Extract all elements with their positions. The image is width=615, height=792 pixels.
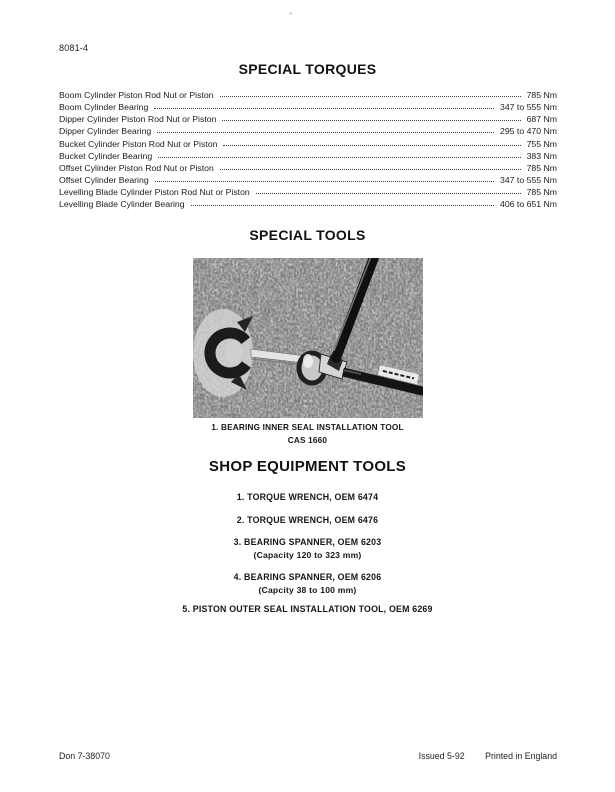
torque-label: Offset Cylinder Piston Rod Nut or Piston (59, 162, 214, 173)
torque-row (59, 89, 557, 101)
dotted-leader (256, 193, 521, 194)
special-torques-heading: SPECIAL TORQUES (238, 61, 377, 77)
shop-equipment-heading: SHOP EQUIPMENT TOOLS (208, 458, 407, 475)
figure-caption-line2: CAS 1660 (287, 436, 328, 445)
list-item: 5. PISTON OUTER SEAL INSTALLATION TOOL, OEM 6269 (182, 604, 433, 614)
torque-row (59, 186, 557, 198)
torque-label: Dipper Cylinder Piston Rod Nut or Piston (59, 114, 217, 125)
list-item: 4. BEARING SPANNER, OEM 6206 (233, 572, 382, 582)
dotted-leader (223, 145, 520, 146)
dotted-leader (155, 181, 494, 182)
registration-mark (289, 12, 292, 15)
torque-value: 687 Nm (526, 114, 557, 125)
torque-value: 755 Nm (526, 138, 557, 149)
torque-label: Bucket Cylinder Piston Rod Nut or Piston (59, 138, 218, 149)
page-footer (59, 751, 557, 761)
torque-label: Boom Cylinder Piston Rod Nut or Piston (59, 90, 214, 100)
torque-label: Bucket Cylinder Bearing (59, 150, 153, 161)
torque-spec-list (59, 89, 557, 211)
footer-right (419, 751, 557, 761)
torque-label: Offset Cylinder Bearing (59, 175, 149, 186)
figure-caption-line1: 1. BEARING INNER SEAL INSTALLATION TOOL (211, 423, 404, 432)
torque-row (59, 162, 557, 174)
special-tools-heading: SPECIAL TOOLS (249, 227, 366, 243)
torque-label: Levelling Blade Cylinder Bearing (59, 199, 185, 210)
dotted-leader (154, 108, 494, 109)
torque-label: Boom Cylinder Bearing (59, 102, 149, 113)
torque-value: 295 to 470 Nm (500, 126, 557, 137)
torque-label: Levelling Blade Cylinder Piston Rod Nut or Piston (59, 187, 250, 198)
tool-photo (193, 258, 423, 418)
torque-value: 785 Nm (526, 162, 557, 173)
torque-value: 347 to 555 Nm (500, 175, 557, 186)
dotted-leader (220, 169, 521, 170)
issued-date: Issued 5-92 (418, 751, 465, 761)
torque-row (59, 174, 557, 186)
torque-row (59, 150, 557, 162)
shop-equipment-list (0, 489, 615, 624)
list-item: 2. TORQUE WRENCH, OEM 6476 (236, 515, 379, 525)
list-item: 1. TORQUE WRENCH, OEM 6474 (236, 492, 379, 502)
torque-value: 347 to 555 Nm (500, 102, 557, 113)
torque-row (59, 198, 557, 210)
list-item-note: (Capcity 38 to 100 mm) (258, 585, 357, 595)
list-item: 3. BEARING SPANNER, OEM 6203 (233, 537, 382, 547)
publication-number: Don 7-38070 (59, 751, 110, 761)
torque-row (59, 125, 557, 137)
torque-value: 406 to 651 Nm (500, 199, 557, 210)
page-code: 8081-4 (59, 43, 89, 53)
torque-value: 785 Nm (526, 90, 557, 100)
torque-label: Dipper Cylinder Bearing (59, 126, 152, 137)
list-item-note: (Capacity 120 to 323 mm) (253, 550, 362, 560)
torque-value: 785 Nm (526, 187, 557, 198)
torque-row (59, 113, 557, 125)
torque-row (59, 101, 557, 113)
torque-row (59, 138, 557, 150)
dotted-leader (157, 132, 494, 133)
dotted-leader (158, 157, 520, 158)
dotted-leader (191, 205, 494, 206)
dotted-leader (222, 120, 520, 121)
tool-photo-illustration (193, 258, 423, 418)
printed-in: Printed in England (485, 751, 557, 761)
torque-value: 383 Nm (526, 150, 557, 161)
dotted-leader (220, 96, 521, 97)
